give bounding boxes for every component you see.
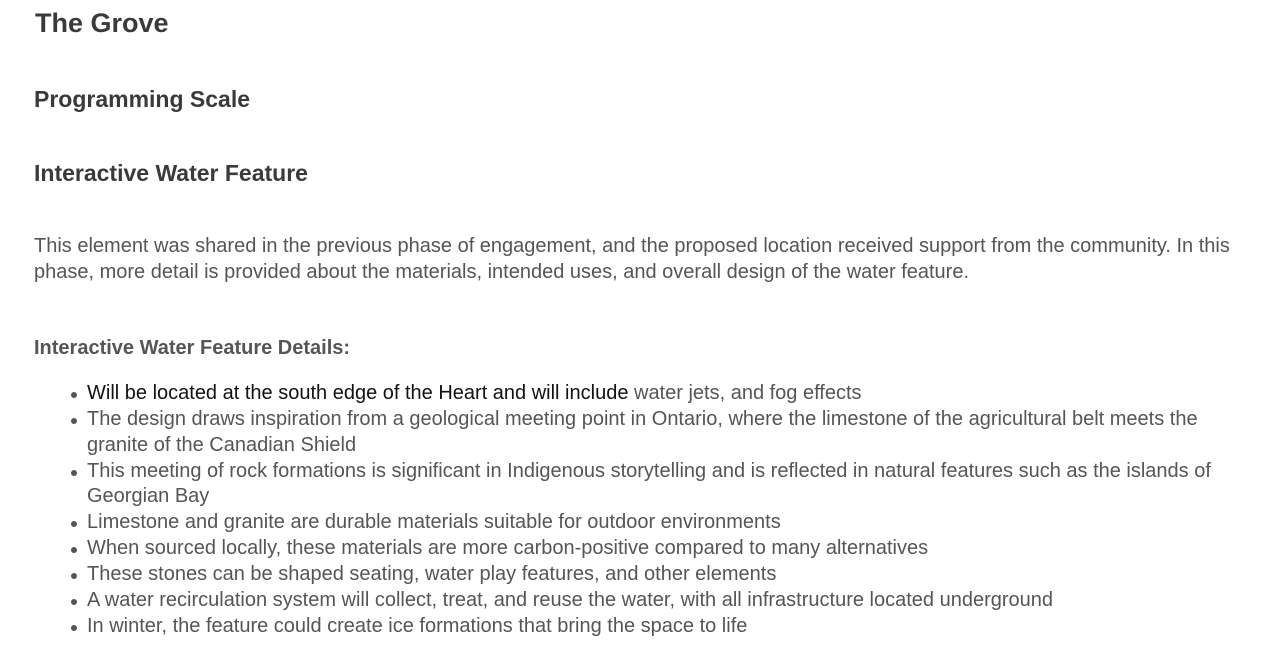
details-list-item [87, 381, 1249, 407]
details-list-item: These stones can be shaped seating, water play features, and other elements [87, 562, 1249, 588]
details-list [34, 381, 1249, 640]
details-first-item-rest: water jets, and fog effects [628, 382, 862, 404]
details-list-item: In winter, the feature could create ice formations that bring the space to life [87, 614, 1249, 640]
details-list-item: Limestone and granite are durable materials suitable for outdoor environments [87, 510, 1249, 536]
details-list-item: The design draws inspiration from a geological meeting point in Ontario, where the limestone of the agricultural belt meets the granite of the Canadian Shield [87, 407, 1249, 458]
details-list-item: This meeting of rock formations is significant in Indigenous storytelling and is reflected in natural features such as the islands of Georgian Bay [87, 459, 1249, 510]
water-feature-heading: Interactive Water Feature [34, 160, 308, 186]
page-title: The Grove [35, 8, 169, 38]
details-list-item: When sourced locally, these materials are more carbon-positive compared to many alternatives [87, 536, 1249, 562]
intro-paragraph: This element was shared in the previous phase of engagement, and the proposed location received support from the community. In this phase, more detail is provided about the materials, intended uses, and overall design of the water feature. [34, 235, 1230, 283]
details-heading: Interactive Water Feature Details: [34, 337, 351, 359]
details-first-item-emphasis: Will be located at the south edge of the Heart and will include [87, 382, 629, 404]
details-list-item: A water recirculation system will collect, treat, and reuse the water, with all infrastructure located underground [87, 588, 1249, 614]
programming-scale-heading: Programming Scale [34, 86, 251, 112]
